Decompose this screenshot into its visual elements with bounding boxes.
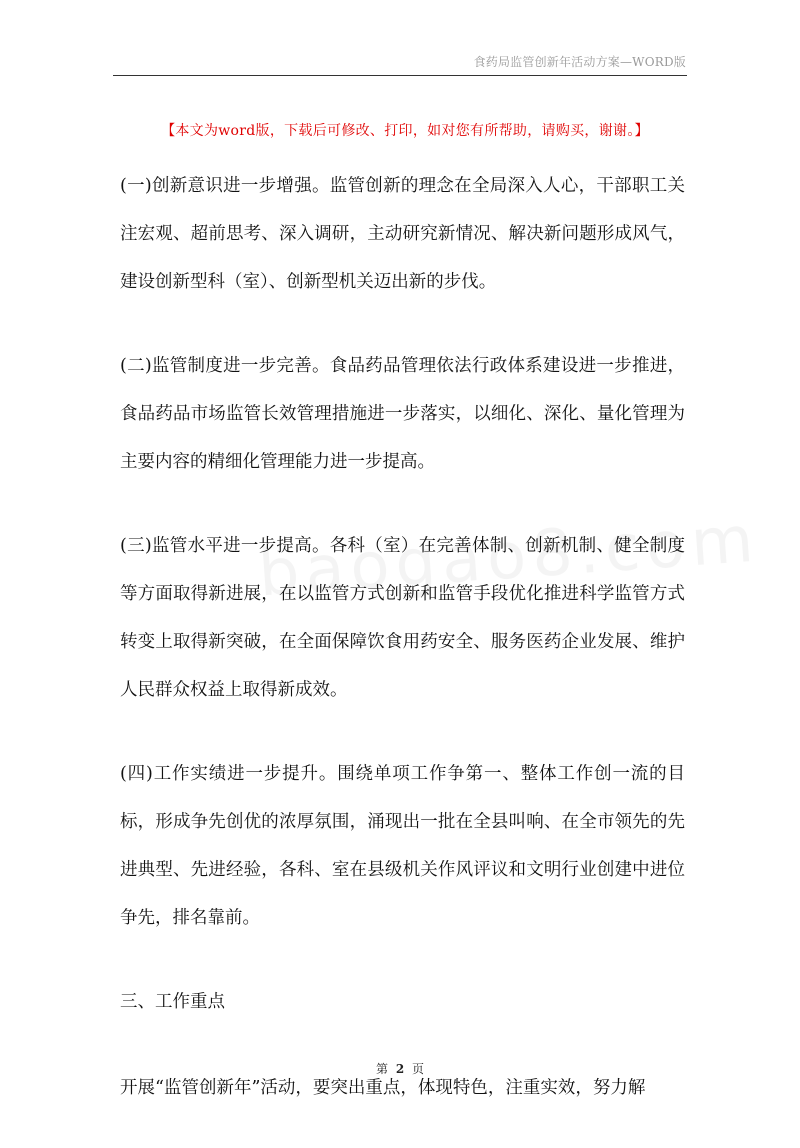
footer-prefix: 第	[375, 1062, 388, 1076]
paragraph-4: (四)工作实绩进一步提升。围绕单项工作争第一、整体工作创一流的目标，形成争先创优的浓厚氛围，涌现出一批在全县叫响、在全市领先的先进典型、先进经验，各科、室在县级机关作风评议和文明行业创建中进位争先，排名靠前。	[120, 764, 685, 928]
document-body	[120, 162, 685, 1148]
paragraph-5: 开展“监管创新年”活动，要突出重点，体现特色，注重实效，努力解	[120, 1078, 646, 1098]
page-footer	[0, 1060, 800, 1077]
paragraph-2: (二)监管制度进一步完善。食品药品管理依法行政体系建设进一步推进，食品药品市场监管长效管理措施进一步落实，以细化、深化、量化管理为主要内容的精细化管理能力进一步提高。	[120, 356, 685, 472]
document-header-title: 食药局监管创新年活动方案—WORD版	[473, 55, 686, 69]
page-number: 2	[395, 1062, 405, 1076]
header-divider	[113, 75, 687, 76]
paragraph-1: (一)创新意识进一步增强。监管创新的理念在全局深入人心，干部职工关注宏观、超前思考、深入调研，主动研究新情况、解决新问题形成风气，建设创新型科（室）、创新型机关迈出新的步伐。	[120, 176, 685, 292]
footer-suffix: 页	[412, 1062, 425, 1076]
section-heading: 三、工作重点	[120, 992, 225, 1012]
purchase-notice: 【本文为word版，下载后可修改、打印，如对您有所帮助，请购买，谢谢。】	[161, 123, 649, 139]
paragraph-3: (三)监管水平进一步提高。各科（室）在完善体制、创新机制、健全制度等方面取得新进展，在以监管方式创新和监管手段优化推进科学监管方式转变上取得新突破，在全面保障饮食用药安全、服务医药企业发展、维护人民群众权益上取得新成效。	[120, 536, 685, 700]
